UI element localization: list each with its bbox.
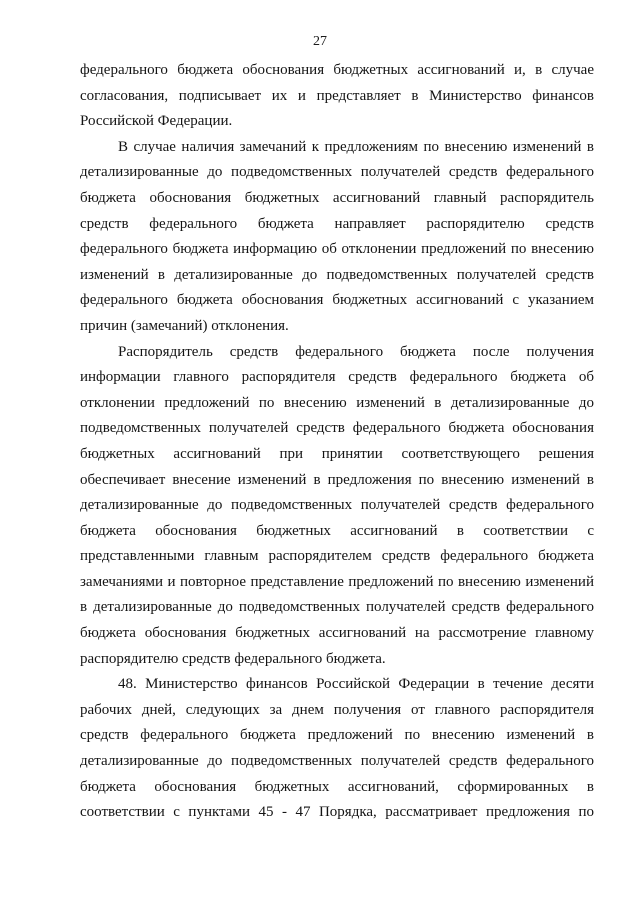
text-line: бюджета обоснования бюджетных ассигнований, сформированных в — [80, 778, 594, 795]
text-line: рабочих дней, следующих за днем получения от главного распорядителя — [80, 701, 594, 718]
text-line: в детализированные до подведомственных получателей средств федерального — [80, 599, 594, 616]
text-line: средств федерального бюджета предложений по внесению изменений в — [80, 727, 594, 744]
paragraph-continuation — [80, 58, 594, 135]
text-line: соответствии с пунктами 45 - 47 Порядка, рассматривает предложения по — [80, 804, 594, 821]
text-line: федерального бюджета обоснования бюджетных ассигнований и, в случае — [80, 62, 594, 78]
text-line: согласования, подписывает их и представляет в Министерство финансов — [80, 87, 594, 104]
text-line: федерального бюджета информацию об отклонении предложений по внесению — [80, 241, 594, 258]
text-line: представленными главным распорядителем средств федерального бюджета — [80, 548, 594, 565]
paragraph-manager-action — [80, 340, 594, 673]
text-line: информации главного распорядителя средств федерального бюджета об — [80, 369, 594, 386]
text-line: бюджета обоснования бюджетных ассигнований главный распорядитель — [80, 189, 594, 206]
document-body — [80, 58, 594, 826]
text-line: федерального бюджета обоснования бюджетных ассигнований с указанием — [80, 292, 594, 309]
text-line: обеспечивает внесение изменений в предложения по внесению изменений в — [80, 471, 594, 488]
text-line: замечаниями и повторное представление предложений по внесению изменений — [80, 573, 594, 590]
paragraph-remarks — [80, 135, 594, 340]
text-line: 48. Министерство финансов Российской Федерации в течение десяти — [118, 676, 594, 693]
text-line: причин (замечаний) отклонения. — [80, 317, 289, 334]
text-line: Российской Федерации. — [80, 113, 233, 130]
text-line: бюджета обоснования бюджетных ассигнований на рассмотрение главному — [80, 625, 594, 642]
text-line: детализированные до подведомственных получателей средств федерального — [80, 497, 594, 514]
text-line: отклонении предложений по внесению изменений в детализированные до — [80, 394, 594, 411]
text-line: бюджета обоснования бюджетных ассигнований в соответствии с — [80, 522, 594, 539]
text-line: детализированные до подведомственных получателей средств федерального — [80, 164, 594, 181]
text-line: В случае наличия замечаний к предложениям по внесению изменений в — [118, 138, 594, 155]
text-line: изменений в детализированные до подведомственных получателей средств — [80, 266, 594, 283]
text-line: средств федерального бюджета направляет распорядителю средств — [80, 215, 594, 232]
paragraph-item-48 — [80, 672, 594, 826]
page-number: 27 — [313, 34, 327, 49]
text-line: детализированные до подведомственных получателей средств федерального — [80, 753, 594, 770]
text-line: бюджетных ассигнований при принятии соответствующего решения — [80, 445, 594, 462]
text-line: Распорядитель средств федерального бюджета после получения — [118, 343, 594, 360]
text-line: подведомственных получателей средств федерального бюджета обоснования — [80, 420, 594, 437]
text-line: распорядителю средств федерального бюджета. — [80, 650, 386, 667]
